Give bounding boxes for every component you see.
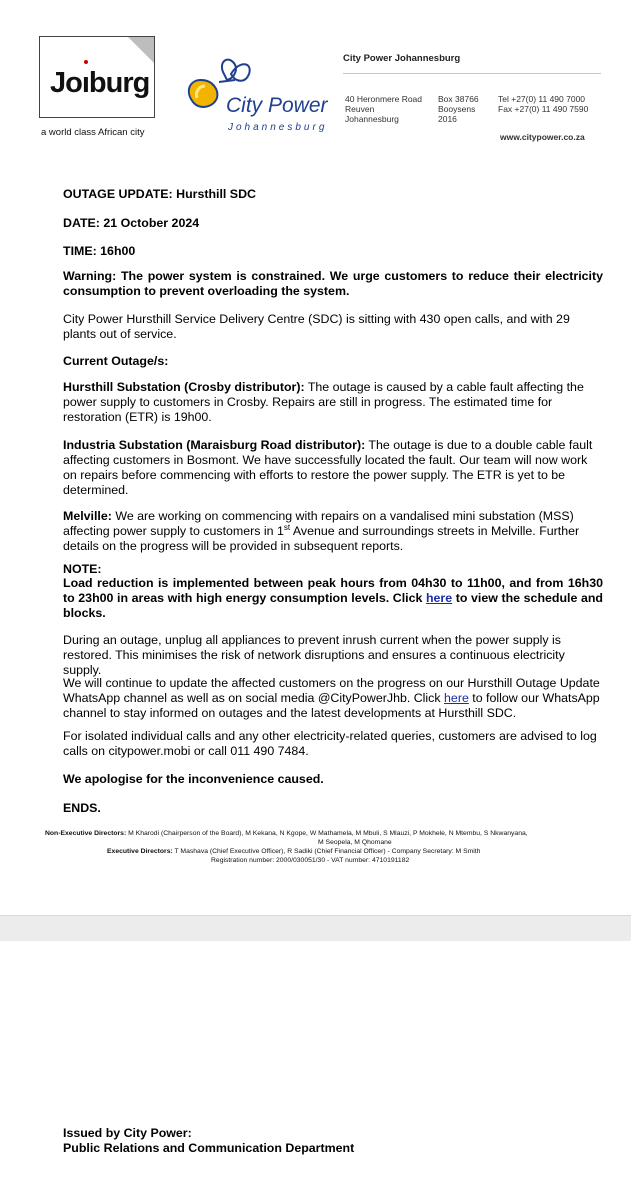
outage-hursthill: Hursthill Substation (Crosby distributor): The outage is caused by a cable fault affecting the power supply to customers in Crosby. Repairs are still in progress. The estimated time for restoration (ETR) is 19h00. xyxy=(63,380,584,424)
company-title: City Power Johannesburg xyxy=(343,53,461,64)
note-label: NOTE: xyxy=(63,562,102,576)
apology-line: We apologise for the inconvenience caused. xyxy=(63,772,324,786)
postal-box-block: Box 38766 Booysens 2016 xyxy=(438,94,479,124)
whatsapp-channel-link[interactable]: here xyxy=(444,691,469,705)
citypower-name: City Power xyxy=(226,94,328,117)
document-page-2 xyxy=(0,941,631,1200)
page-separator xyxy=(0,915,631,942)
current-outages-heading: Current Outage/s: xyxy=(63,354,169,368)
document-time: TIME: 16h00 xyxy=(63,244,136,258)
non-executive-directors-cont: M Seopela, M Qhomane xyxy=(318,839,392,846)
document-date: DATE: 21 October 2024 xyxy=(63,216,200,230)
note-paragraph: Load reduction is implemented between peak hours from 04h30 to 11h00, and from 16h30 to 23h00 in areas with high energy consumption levels. Click here to view the schedule and blocks. xyxy=(63,576,603,620)
executive-directors: Executive Directors: T Mashava (Chief Executive Officer), R Sadiki (Chief Financial Officer) - Company Secretary: M Smith xyxy=(107,848,481,855)
unplug-paragraph: During an outage, unplug all appliances to prevent inrush current when the power supply is restored. This minimises the risk of network disruptions and ensures a continuous electricity supply. xyxy=(63,633,565,677)
update-paragraph: We will continue to update the affected customers on the progress on our Hursthill Outage Update WhatsApp channel as well as on social media @CityPowerJhb. Click here to follow our WhatsApp channel to stay informed on outages and the latest developments at Hursthill SDC. xyxy=(63,676,600,720)
intro-paragraph: City Power Hursthill Service Delivery Centre (SDC) is sitting with 430 open calls, and with 29 plants out of service. xyxy=(63,312,570,341)
citypower-subtitle: Johannesburg xyxy=(228,122,328,133)
registration-line: Registration number: 2000/030051/30 - VAT number: 4710191182 xyxy=(211,857,410,864)
issued-by: Issued by City Power: Public Relations and Communication Department xyxy=(63,1126,355,1155)
joburg-tagline: a world class African city xyxy=(41,127,145,138)
ends-line: ENDS. xyxy=(63,801,101,815)
address-block: 40 Heronmere Road Reuven Johannesburg xyxy=(345,94,423,124)
header-divider xyxy=(343,73,601,74)
schedule-link[interactable]: here xyxy=(425,591,453,605)
outage-melville: Melville: We are working on commencing with repairs on a vandalised mini substation (MSS) affecting power supply to customers in 1st Avenue and surroundings streets in Melville. Further details on the progress will be provided in subsequent reports. xyxy=(63,509,580,553)
non-executive-directors: Non-Executive Directors: M Kharodi (Chairperson of the Board), M Kekana, N Kgope, W Mathamela, M Mbuli, S Mlauzi, P Mokhele, N Mtembu, S Nkwanyana, xyxy=(45,830,528,837)
website: www.citypower.co.za xyxy=(500,132,585,142)
document-title: OUTAGE UPDATE: Hursthill SDC xyxy=(63,187,256,201)
outage-industria: Industria Substation (Maraisburg Road distributor): The outage is due to a double cable fault affecting customers in Bosmont. We have successfully located the fault. Our team will now work on repairs before commencing with efforts to restore the power supply. The ETR is yet to be determined. xyxy=(63,438,593,497)
isolated-calls-paragraph: For isolated individual calls and any other electricity-related queries, customers are advised to log calls on citypower.mobi or call 011 490 7484. xyxy=(63,729,597,758)
contact-block: Tel +27(0) 11 490 7000 Fax +27(0) 11 490 7590 xyxy=(498,94,589,114)
warning-paragraph: Warning: The power system is constrained. We urge customers to reduce their electricity consumption to prevent overloading the system. xyxy=(63,269,603,298)
joburg-logo xyxy=(39,36,155,118)
joburg-logo-text: Joıburg xyxy=(50,67,150,99)
